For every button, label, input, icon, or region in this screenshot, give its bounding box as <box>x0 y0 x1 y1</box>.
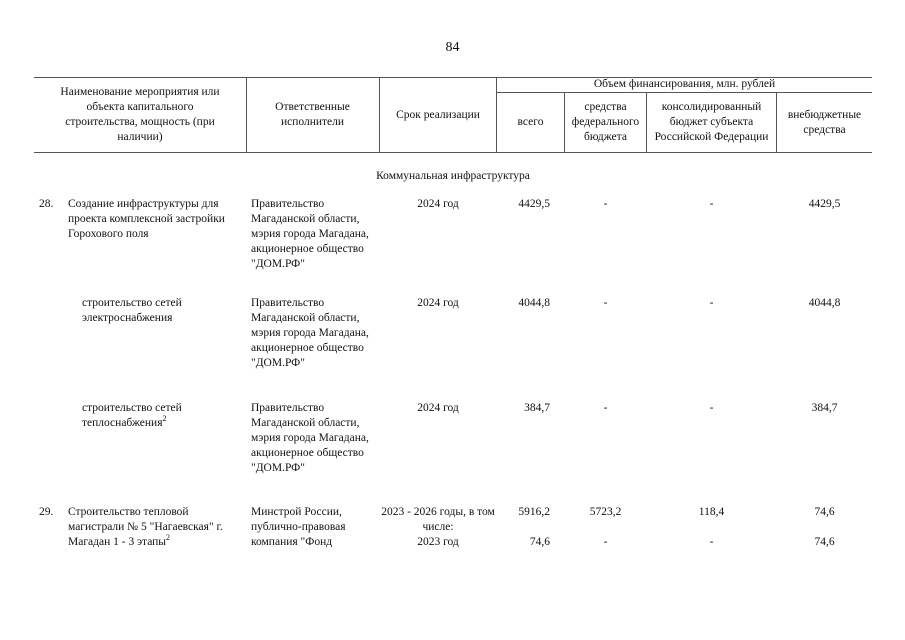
row-executors: Правительство Магаданской области, мэрия города Магадана, акционерное общество "ДОМ.РФ" <box>251 198 369 270</box>
row-name: Строительство тепловой магистрали № 5 "Нагаевская" г. Магадан 1 - 3 этапы$^2$ <box>68 506 223 548</box>
row-name: Создание инфраструктуры для проекта комплексной застройки Горохового поля <box>68 198 225 240</box>
row-total: 4044,8 <box>518 297 550 309</box>
section-title: Коммунальная инфраструктура <box>376 170 530 182</box>
row-consolidated: 118,4 <box>698 506 725 518</box>
row-term: 2023 - 2026 годы, в том числе: <box>381 506 495 533</box>
row-executors: Правительство Магаданской области, мэрия города Магадана, акционерное общество "ДОМ.РФ" <box>251 297 369 369</box>
row-extrabudget: 74,6 <box>814 506 835 518</box>
row-executors: Минстрой России, публично-правовая компания "Фонд <box>251 506 346 548</box>
row-federal: - <box>603 198 608 210</box>
row-executors: Правительство Магаданской области, мэрия города Магадана, акционерное общество "ДОМ.РФ" <box>251 402 369 474</box>
row-total: 4429,5 <box>518 198 550 210</box>
row-federal: - <box>603 402 608 414</box>
footnote-mark: 2 <box>166 533 171 543</box>
row-number: 29. <box>39 506 54 518</box>
header-term: Срок реализации <box>396 108 480 121</box>
row-total: 384,7 <box>524 402 550 414</box>
header-total: всего <box>517 116 544 128</box>
row-federal: 5723,2 <box>589 506 622 518</box>
row-name: строительство сетей теплоснабжения$^2$ <box>82 402 182 429</box>
footnote-mark: 2 <box>162 414 167 424</box>
header-executors: Ответственные исполнители <box>275 101 350 128</box>
row-federal: - <box>603 297 608 309</box>
header-financing: Объем финансирования, млн. рублей <box>593 78 776 90</box>
header-consolidated: консолидированный бюджет субъекта Российской Федерации <box>654 101 769 143</box>
row-consolidated-sub: - <box>709 536 714 548</box>
row-extrabudget-sub: 74,6 <box>814 536 835 548</box>
header-extrabudget: внебюджетные средства <box>787 108 862 136</box>
header-name: Наименование мероприятия или объекта капитального строительства, мощность (при наличии) <box>60 86 220 143</box>
row-total: 5916,2 <box>518 506 550 518</box>
row-extrabudget: 4429,5 <box>808 198 841 210</box>
row-term: 2024 год <box>417 297 459 309</box>
row-name: строительство сетей электроснабжения <box>82 297 182 324</box>
row-number: 28. <box>39 198 54 210</box>
row-consolidated: - <box>709 402 714 414</box>
row-term: 2024 год <box>417 198 459 210</box>
row-extrabudget: 384,7 <box>811 402 838 414</box>
row-term-sub: 2023 год <box>417 536 459 548</box>
row-total-sub: 74,6 <box>529 536 550 548</box>
row-term: 2024 год <box>417 402 459 414</box>
header-federal: средства федерального бюджета <box>571 101 640 143</box>
row-consolidated: - <box>709 198 714 210</box>
row-extrabudget: 4044,8 <box>808 297 841 309</box>
page-number: 84 <box>445 40 460 55</box>
row-consolidated: - <box>709 297 714 309</box>
row-federal-sub: - <box>603 536 608 548</box>
